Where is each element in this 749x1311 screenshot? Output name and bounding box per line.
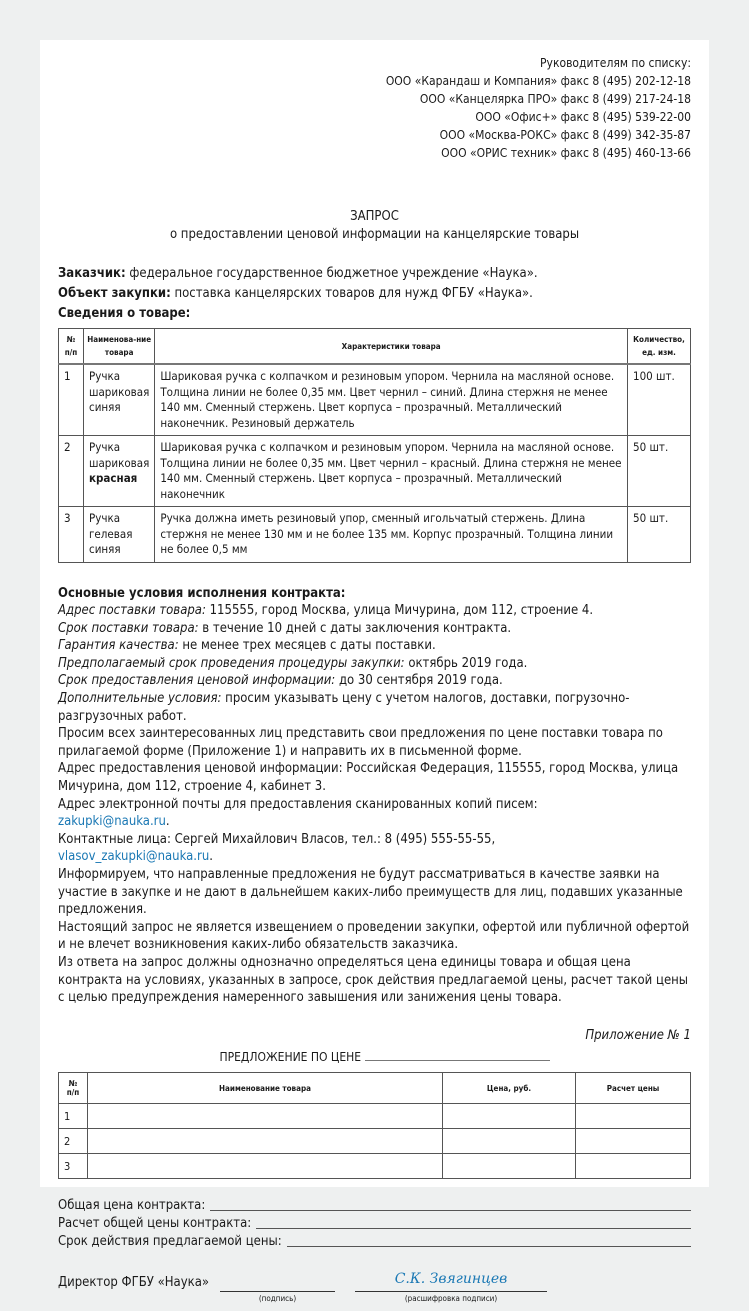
price-cell[interactable] [443, 1129, 576, 1154]
table-row [59, 1129, 691, 1154]
signer-name: С.К. Звягинцев [394, 1271, 508, 1288]
table-row [59, 1154, 691, 1179]
name-line [355, 1291, 547, 1292]
condition-item [58, 655, 691, 673]
product-specs: Ручка должна иметь резиновый упор, сменный игольчатый стержень. Длина стержня не менее 130 мм и не более 135 мм. Корпус прозрачный. Толщина линии не более 0,5 мм [155, 507, 628, 563]
name-text: Ручка шариковая [89, 440, 150, 470]
name-cell[interactable] [88, 1129, 443, 1154]
condition-value: 115555, город Москва, улица Мичурина, дом 112, строение 4. [205, 603, 594, 619]
field-label: Срок действия предлагаемой цены: [58, 1234, 282, 1250]
goods-heading: Сведения о товаре: [58, 306, 191, 321]
condition-value: в течение 10 дней с даты заключения контракта. [198, 620, 512, 636]
condition-item [58, 672, 691, 690]
row-number: 2 [59, 436, 84, 507]
addressee: ООО «ОРИС техник» факс 8 (495) 460-13-66 [441, 146, 691, 160]
condition-value: октябрь 2019 года. [404, 655, 528, 671]
quantity: 100 шт. [628, 364, 691, 436]
condition-item [58, 637, 691, 655]
name-text: Ручка гелевая синяя [89, 511, 133, 556]
addressee: ООО «Канцелярка ПРО» факс 8 (499) 217-24-18 [419, 92, 691, 106]
price-validity-field[interactable] [58, 1233, 691, 1251]
punct: . [209, 849, 213, 865]
signer-position: Директор ФГБУ «Наука» [58, 1275, 210, 1291]
price-cell[interactable] [443, 1104, 576, 1129]
col-header: Расчет цены [576, 1073, 691, 1104]
price-table [58, 1072, 691, 1179]
table-row [59, 1104, 691, 1129]
email-link[interactable]: zakupki@nauka.ru [58, 814, 166, 830]
price-calculation-field[interactable] [58, 1215, 691, 1233]
col-header: Наименова-ние товара [84, 329, 155, 365]
row-number: 1 [59, 364, 84, 436]
condition-value: до 30 сентября 2019 года. [335, 673, 503, 689]
blank[interactable] [210, 1197, 691, 1211]
paragraph: Настоящий запрос не является извещением о проведении закупки, офертой или публичной офертой и не влечет возникновения каких-либо обязательств заказчика. [58, 919, 690, 953]
condition-label: Адрес поставки товара: [58, 603, 206, 619]
name-caption: (расшифровка подписи) [404, 1294, 498, 1304]
value: федеральное государственное бюджетное учреждение «Наука». [125, 266, 538, 281]
email-link[interactable]: vlasov_zakupki@nauka.ru [58, 849, 210, 865]
total-price-field[interactable] [58, 1197, 691, 1215]
quantity: 50 шт. [628, 436, 691, 507]
name-text: Ручка шариковая синяя [89, 369, 150, 414]
condition-label: Дополнительные условия: [58, 691, 222, 707]
col-header: Наименование товара [88, 1073, 443, 1104]
customer [58, 264, 691, 284]
document-title: ЗАПРОС [350, 209, 399, 224]
paragraph: Контактные лица: Сергей Михайлович Власов, тел.: 8 (495) 555-55-55, [58, 831, 496, 847]
price-cell[interactable] [443, 1154, 576, 1179]
product-specs: Шариковая ручка с колпачком и резиновым упором. Чернила на масляной основе. Толщина линии не более 0,35 мм. Цвет чернил – красный. Длина стержня не менее 140 мм. Сменный стержень. Цвет корпуса – прозрачный. Металлический наконечник [155, 436, 628, 507]
value: поставка канцелярских товаров для нужд ФГБУ «Наука». [170, 286, 533, 301]
label: Объект закупки: [58, 286, 171, 301]
condition-item [58, 690, 691, 725]
paragraph: Адрес предоставления ценовой информации: Российская Федерация, 115555, город Москва, улица Мичурина, дом 112, строение 4, кабинет 3. [58, 761, 679, 795]
offer-title-row [58, 1050, 691, 1064]
document-page [40, 40, 709, 1304]
condition-item [58, 620, 691, 638]
addressee-heading: Руководителям по списку: [540, 56, 691, 70]
col-header: Количество, ед. изм. [628, 329, 691, 365]
label: Заказчик: [58, 266, 126, 281]
condition-label: Предполагаемый срок проведения процедуры закупки: [58, 655, 405, 671]
appendix-label: Приложение № 1 [585, 1027, 691, 1043]
row-number: 1 [59, 1104, 88, 1129]
addressee: ООО «Офис+» факс 8 (495) 539-22-00 [475, 110, 691, 124]
conditions [58, 585, 691, 1007]
blank[interactable] [256, 1215, 691, 1229]
table-row [59, 507, 691, 563]
condition-item [58, 602, 691, 620]
conditions-heading: Основные условия исполнения контракта: [58, 585, 346, 601]
paragraph: Информируем, что направленные предложения не будут рассматриваться в качестве заявки на участие в закупке и не дают в дальнейшем каких-либо преимуществ для лиц, подавших указанные предложения. [58, 867, 683, 918]
punct: . [165, 814, 170, 830]
condition-label: Срок предоставления ценовой информации: [58, 673, 336, 689]
procurement-object [58, 284, 691, 304]
blank[interactable] [287, 1233, 691, 1247]
condition-value: просим указывать цену с учетом налогов, доставки, погрузочно-разгрузочных работ. [58, 691, 630, 724]
row-number: 3 [59, 1154, 88, 1179]
product-name [84, 436, 155, 507]
table-row [59, 364, 691, 436]
row-number: 2 [59, 1129, 88, 1154]
signature-block [58, 1271, 691, 1311]
product-specs: Шариковая ручка с колпачком и резиновым упором. Чернила на масляной основе. Толщина линии не более 0,35 мм. Цвет чернил – синий. Длина стержня не менее 140 мм. Сменный стержень. Цвет корпуса – прозрачный. Металлический наконечник. Резиновый держатель [155, 364, 628, 436]
name-cell[interactable] [88, 1104, 443, 1129]
name-cell[interactable] [88, 1154, 443, 1179]
calc-cell[interactable] [576, 1154, 691, 1179]
col-header: № п/п [59, 329, 84, 365]
product-name [84, 507, 155, 563]
quantity: 50 шт. [628, 507, 691, 563]
name-bold: красная [89, 471, 138, 485]
calc-cell[interactable] [576, 1104, 691, 1129]
signature-line[interactable] [220, 1291, 335, 1292]
row-number: 3 [59, 507, 84, 563]
condition-value: не менее трех месяцев с даты поставки. [178, 638, 436, 654]
offer-title: ПРЕДЛОЖЕНИЕ ПО ЦЕНЕ [219, 1050, 362, 1065]
col-header: № п/п [59, 1073, 88, 1104]
addressee: ООО «Москва-РОКС» факс 8 (499) 342-35-87 [439, 128, 691, 142]
condition-label: Гарантия качества: [58, 638, 179, 654]
paragraph: Из ответа на запрос должны однозначно определяться цена единицы товара и общая цена контракта на условиях, указанных в запросе, срок действия предлагаемой цены, расчет такой цены с целью предупреждения намеренного завышения или занижения цены товара. [58, 954, 689, 1006]
product-name [84, 364, 155, 436]
calc-cell[interactable] [576, 1129, 691, 1154]
goods-table [58, 328, 691, 563]
field-label: Расчет общей цены контракта: [58, 1216, 252, 1232]
paragraph: Просим всех заинтересованных лиц представить свои предложения по цене поставки товара по прилагаемой форме (Приложение 1) и направить их в письменной форме. [58, 726, 663, 759]
offer-title-blank[interactable] [365, 1060, 550, 1061]
col-header: Характеристики товара [155, 329, 628, 365]
document-subtitle: о предоставлении ценовой информации на канцелярские товары [169, 227, 580, 242]
table-row [59, 436, 691, 507]
condition-label: Срок поставки товара: [58, 620, 199, 636]
paragraph: Адрес электронной почты для предоставления сканированных копий писем: [58, 796, 538, 812]
col-header: Цена, руб. [443, 1073, 576, 1104]
field-label: Общая цена контракта: [58, 1198, 206, 1214]
signature-caption: (подпись) [258, 1294, 297, 1304]
addressees [58, 54, 691, 162]
addressee: ООО «Карандаш и Компания» факс 8 (495) 202-12-18 [385, 74, 691, 88]
